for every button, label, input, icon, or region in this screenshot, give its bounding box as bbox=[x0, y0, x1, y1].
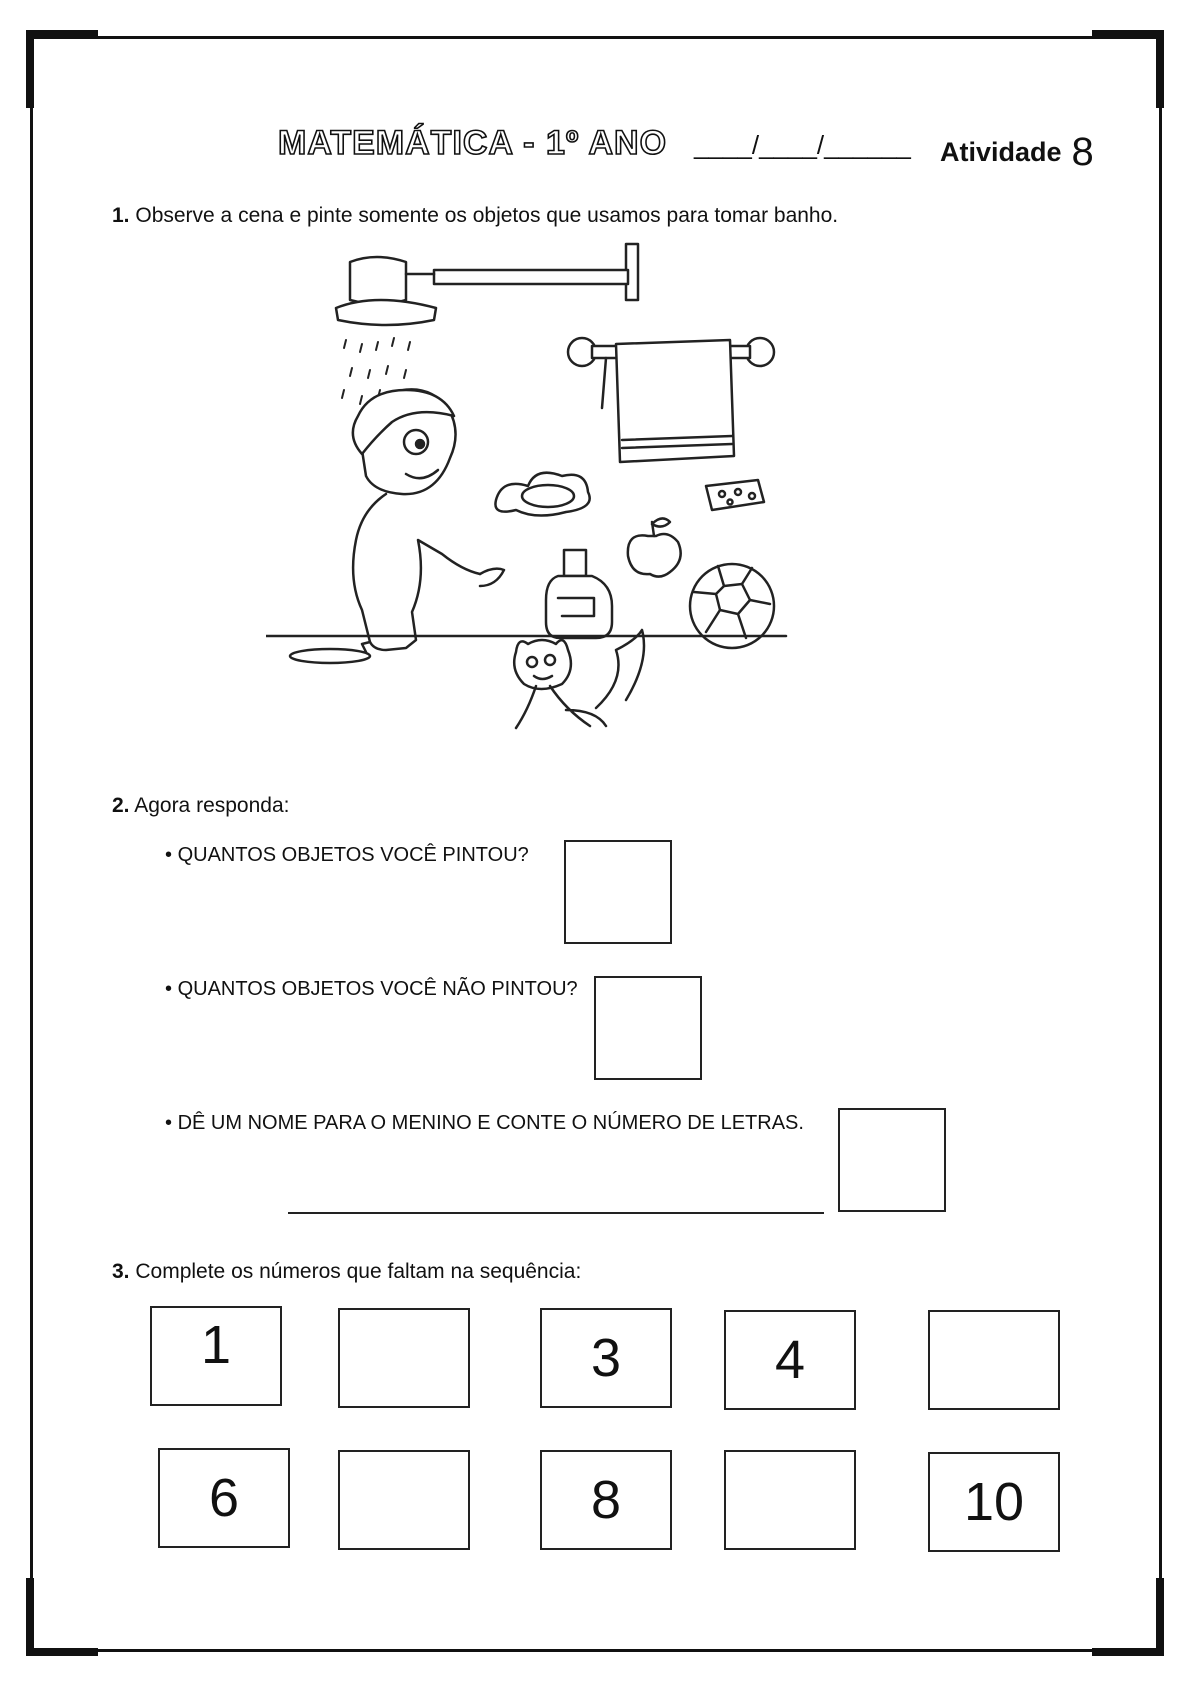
question-1-number: 1. bbox=[112, 204, 130, 227]
activity-label bbox=[940, 130, 1094, 175]
corner-mark-top-right bbox=[1156, 30, 1164, 108]
sequence-box-9[interactable] bbox=[724, 1450, 856, 1550]
question-2-number: 2. bbox=[112, 794, 130, 817]
apple-icon[interactable] bbox=[628, 518, 681, 576]
shampoo-bottle-icon[interactable] bbox=[546, 550, 612, 638]
page-title: MATEMÁTICA - 1º ANO bbox=[278, 124, 668, 162]
cat-illustration bbox=[514, 630, 644, 728]
sequence-box-7[interactable] bbox=[338, 1450, 470, 1550]
answer-box-painted-count[interactable] bbox=[564, 840, 672, 944]
sequence-box-5[interactable] bbox=[928, 1310, 1060, 1410]
sequence-box-10: 10 bbox=[928, 1452, 1060, 1552]
question-2-item-2-text: QUANTOS OBJETOS VOCÊ NÃO PINTOU? bbox=[177, 978, 578, 1000]
corner-mark-top-left-h bbox=[26, 30, 98, 38]
date-field[interactable]: ____/____/______ bbox=[694, 130, 911, 160]
answer-box-unpainted-count[interactable] bbox=[594, 976, 702, 1080]
bathroom-scene-illustration[interactable] bbox=[266, 240, 826, 800]
sequence-box-8: 8 bbox=[540, 1450, 672, 1550]
sequence-box-1: 1 bbox=[150, 1306, 282, 1406]
corner-mark-bottom-right-h bbox=[1092, 1648, 1164, 1656]
boy-name-answer-line[interactable] bbox=[288, 1212, 824, 1214]
question-1-text: Observe a cena e pinte somente os objetos que usamos para tomar banho. bbox=[135, 204, 839, 227]
sequence-box-2[interactable] bbox=[338, 1308, 470, 1408]
question-2-item-3: • DÊ UM NOME PARA O MENINO E CONTE O NÚMERO DE LETRAS. bbox=[165, 1112, 804, 1134]
activity-number: 8 bbox=[1071, 130, 1094, 174]
answer-box-letter-count[interactable] bbox=[838, 1108, 946, 1212]
corner-mark-top-left bbox=[26, 30, 34, 108]
soap-icon[interactable] bbox=[495, 473, 589, 516]
question-2 bbox=[112, 794, 289, 818]
activity-label-text: Atividade bbox=[940, 137, 1062, 167]
question-3 bbox=[112, 1260, 581, 1284]
sequence-box-4: 4 bbox=[724, 1310, 856, 1410]
question-3-number: 3. bbox=[112, 1260, 130, 1283]
question-2-item-2: • QUANTOS OBJETOS VOCÊ NÃO PINTOU? bbox=[165, 978, 578, 1000]
boy-illustration bbox=[353, 389, 504, 652]
question-1 bbox=[112, 204, 838, 228]
towel-icon[interactable] bbox=[568, 338, 774, 462]
question-2-item-3-text: DÊ UM NOME PARA O MENINO E CONTE O NÚMERO DE LETRAS. bbox=[177, 1112, 804, 1134]
corner-mark-bottom-left-h bbox=[26, 1648, 98, 1656]
corner-mark-bottom-right bbox=[1156, 1578, 1164, 1656]
question-2-item-1: • QUANTOS OBJETOS VOCÊ PINTOU? bbox=[165, 844, 529, 866]
question-2-text: Agora responda: bbox=[134, 794, 290, 817]
question-2-item-1-text: QUANTOS OBJETOS VOCÊ PINTOU? bbox=[177, 844, 529, 866]
corner-mark-top-right-h bbox=[1092, 30, 1164, 38]
shower-icon[interactable] bbox=[336, 244, 638, 404]
question-3-text: Complete os números que faltam na sequência: bbox=[135, 1260, 582, 1283]
sequence-box-6: 6 bbox=[158, 1448, 290, 1548]
sequence-box-3: 3 bbox=[540, 1308, 672, 1408]
corner-mark-bottom-left bbox=[26, 1578, 34, 1656]
sponge-icon[interactable] bbox=[706, 480, 764, 510]
